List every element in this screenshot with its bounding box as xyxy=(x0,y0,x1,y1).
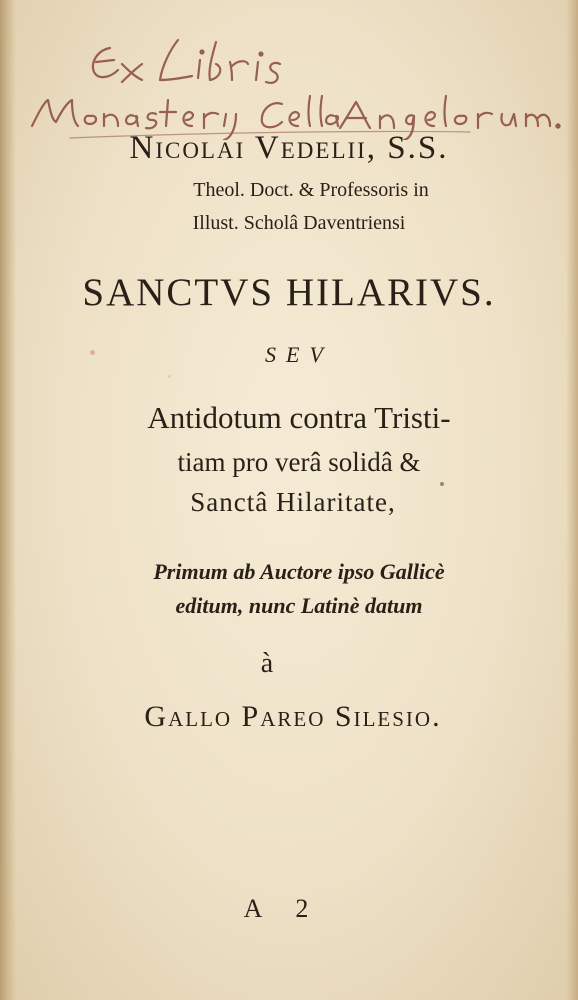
subtitle-line-2: tiam pro verâ solidâ & xyxy=(177,447,421,477)
foxing-spot xyxy=(168,375,171,378)
ink-speck xyxy=(440,482,444,486)
subtitle-line-3: Sanctâ Hilaritate, xyxy=(190,487,396,517)
author-title: Theol. Doct. & Professoris in xyxy=(193,179,429,201)
edition-note-line-1: Primum ab Auctore ipso Gallicè xyxy=(153,559,445,584)
translator-name: Gallo Pareo Silesio. xyxy=(144,700,442,733)
ex-libris-inscription xyxy=(10,30,578,140)
school-name: Illust. Scholâ Daventriensi xyxy=(192,212,406,234)
subtitle-line-1: Antidotum contra Tristi- xyxy=(147,400,451,435)
preposition: à xyxy=(260,648,274,679)
author-name: Nicolai Vedelii, S.S. xyxy=(129,130,449,166)
signature-mark: A 2 xyxy=(243,894,323,923)
edition-note-line-2: editum, nunc Latinè datum xyxy=(175,593,423,618)
seu-conjunction: SEV xyxy=(265,342,333,367)
main-title: SANCTVS HILARIVS. xyxy=(82,271,496,314)
